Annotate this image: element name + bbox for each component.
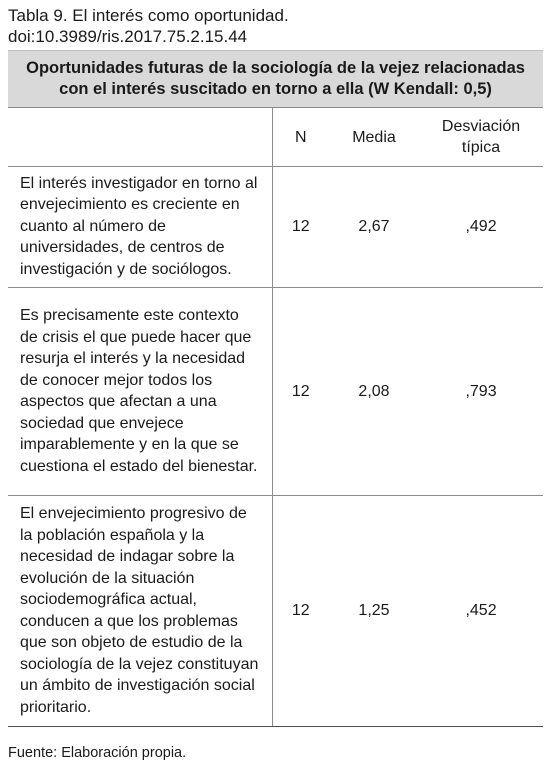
row-n: 12 [272,167,329,288]
table-row [8,288,543,496]
table-row [8,167,543,288]
column-header-sd: Desviación típica [419,108,543,167]
column-header-description [8,108,272,167]
table-title-row [8,51,543,108]
row-n: 12 [272,288,329,496]
column-header-n: N [272,108,329,167]
table-caption [8,5,289,47]
row-sd: ,452 [419,496,543,727]
row-sd: ,793 [419,288,543,496]
table-title: Oportunidades futuras de la sociología de la vejez relacionadas con el interés suscitado en torno a ella (W Kendall: 0,5) [8,51,543,108]
row-description: El envejecimiento progresivo de la población española y la necesidad de indagar sobre la evolución de la situación sociodemográfica actual, conducen a que los problemas que son objeto de estudio de la sociología de la vejez constituyan un ámbito de investigación social prioritario. [8,496,272,727]
row-sd: ,492 [419,167,543,288]
row-media: 1,25 [329,496,419,727]
caption-doi: doi:10.3989/ris.2017.75.2.15.44 [8,27,248,46]
row-n: 12 [272,496,329,727]
row-description: El interés investigador en torno al envejecimiento es creciente en cuanto al número de universidades, de centros de investigación y de sociólogos. [8,167,272,288]
column-header-row [8,108,543,167]
row-media: 2,67 [329,167,419,288]
data-table-container [8,50,543,727]
column-header-media: Media [329,108,419,167]
caption-title: Tabla 9. El interés como oportunidad. [8,6,289,25]
row-media: 2,08 [329,288,419,496]
data-table [8,50,543,727]
table-source-note: Fuente: Elaboración propia. [8,745,187,761]
row-description: Es precisamente este contexto de crisis el que puede hacer que resurja el interés y la necesidad de conocer mejor todos los aspectos que afectan a una sociedad que envejece imparablemente y en la que se cuestiona el estado del bienestar. [8,288,272,496]
table-row [8,496,543,727]
